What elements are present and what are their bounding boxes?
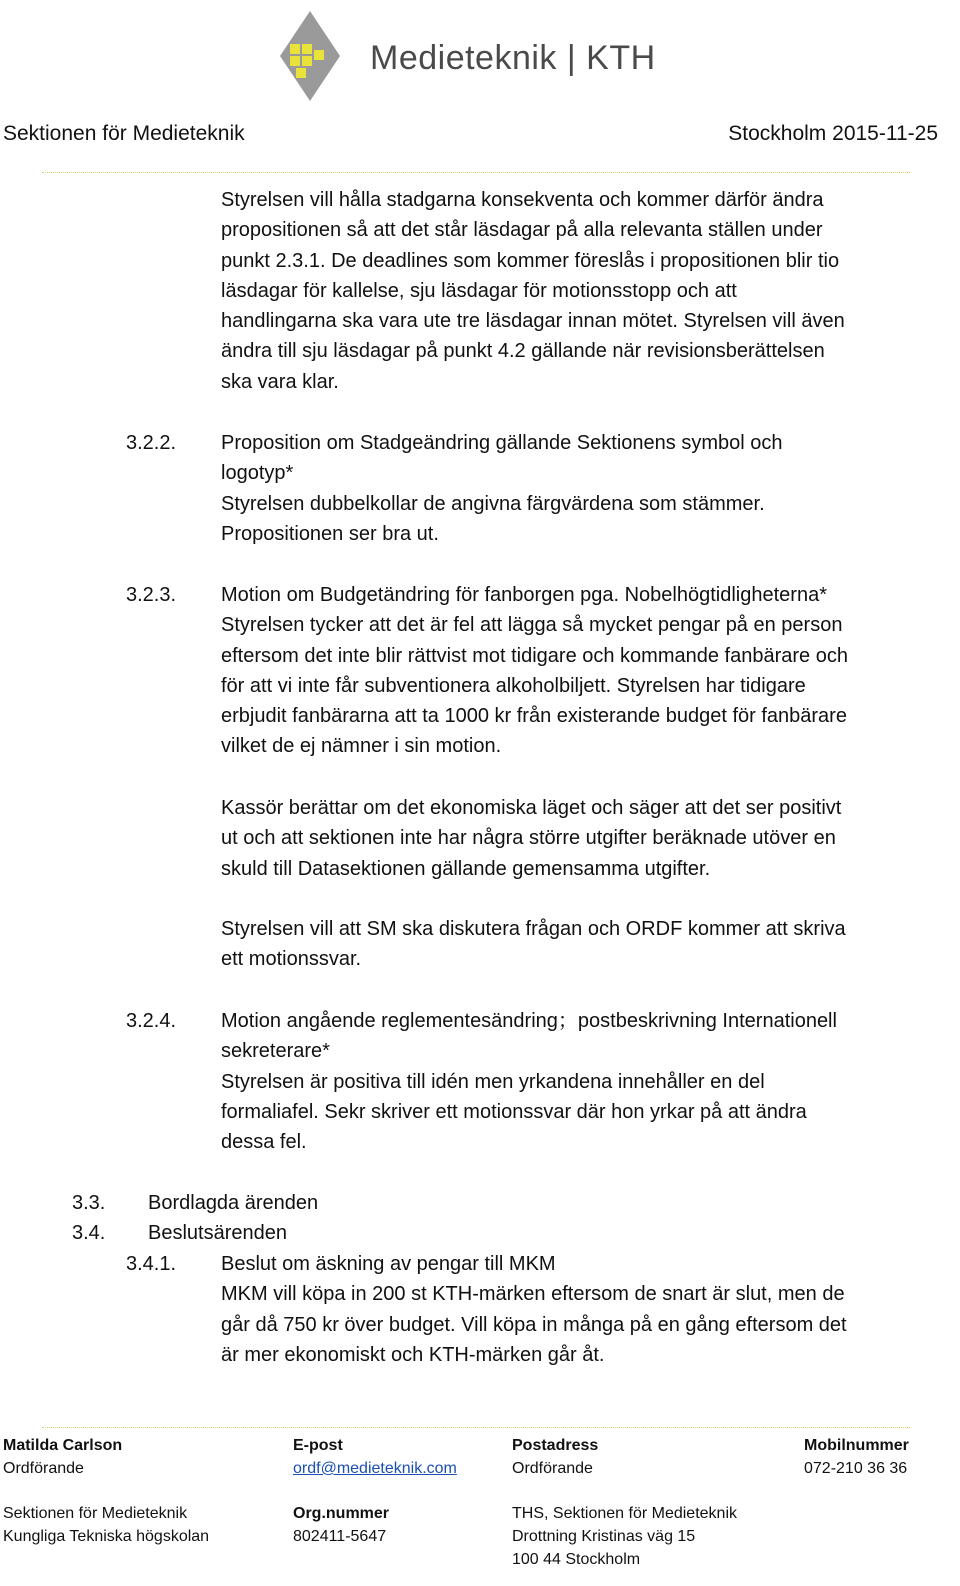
footer-name: Matilda Carlson: [3, 1437, 123, 1454]
item-3-2-4: [221, 1006, 837, 1157]
footer-divider: [42, 1427, 910, 1428]
intro-paragraph: [221, 185, 845, 397]
text-line: Styrelsen dubbelkollar de angivna färgvärdena som stämmer.: [221, 492, 765, 515]
section-title: Bordlagda ärenden: [148, 1192, 319, 1214]
footer-col-contact: [3, 1434, 209, 1548]
footer-col-phone: [804, 1434, 909, 1480]
item-title: sekreterare*: [221, 1040, 330, 1063]
logo-text: Medieteknik | KTH: [370, 39, 656, 77]
item-3-4-1: [221, 1249, 847, 1370]
text-line: eftersom det inte blir rättvist mot tidigare och kommande fanbärare och: [221, 644, 848, 667]
footer-col-address: [512, 1434, 737, 1571]
text-line: går då 750 kr över budget. Vill köpa in många på en gång eftersom det: [221, 1313, 847, 1336]
item-title: Motion om Budgetändring för fanborgen pga. Nobelhögtidligheterna*: [221, 584, 827, 606]
header-org: Sektionen för Medieteknik: [3, 122, 245, 145]
text-line: erbjudit fanbärarna att ta 1000 kr från existerande budget för fanbärare: [221, 705, 847, 728]
text-line: MKM vill köpa in 200 st KTH-märken eftersom de snart är slut, men de: [221, 1283, 845, 1306]
item-number: 3.4.1.: [126, 1253, 177, 1275]
text-line: för att vi inte får subventionera alkoholbiljett. Styrelsen har tidigare: [221, 674, 806, 697]
footer-email-label: E-post: [293, 1437, 343, 1454]
text-line: formaliafel. Sekr skriver ett motionssvar där hon yrkar på att ändra: [221, 1100, 807, 1123]
footer-orgnr: 802411-5647: [293, 1528, 387, 1545]
item-title: Beslut om äskning av pengar till MKM: [221, 1253, 556, 1275]
item-3-2-3-para3: [221, 914, 846, 975]
item-3-2-3: [221, 580, 848, 762]
item-number: 3.2.3.: [126, 584, 177, 606]
footer-address-line: 100 44 Stockholm: [512, 1551, 641, 1568]
footer-address-role: Ordförande: [512, 1460, 593, 1477]
item-number: 3.2.2.: [126, 432, 177, 454]
text-line: Propositionen ser bra ut.: [221, 522, 439, 545]
text-line: Styrelsen vill hålla stadgarna konsekventa och kommer därför ändra: [221, 189, 824, 211]
footer-col-email: [293, 1434, 457, 1548]
text-line: läsdagar för kallelse, sju läsdagar för motionsstopp och att: [221, 279, 737, 302]
footer-school: Kungliga Tekniska högskolan: [3, 1528, 210, 1545]
footer-orgnr-label: Org.nummer: [293, 1505, 390, 1522]
text-line: propositionen så att det står läsdagar på alla relevanta ställen under: [221, 219, 823, 242]
footer-address-line: Drottning Kristinas väg 15: [512, 1528, 696, 1545]
item-title: Motion angående reglementesändring；postbeskrivning Internationell: [221, 1010, 837, 1032]
section-title: Beslutsärenden: [148, 1222, 287, 1244]
text-line: punkt 2.3.1. De deadlines som kommer föreslås i propositionen blir tio: [221, 249, 840, 272]
text-line: Styrelsen tycker att det är fel att lägga så mycket pengar på en person: [221, 614, 843, 637]
text-line: skuld till Datasektionen gällande gemensamma utgifter.: [221, 857, 711, 880]
text-line: ett motionssvar.: [221, 948, 362, 971]
item-title: Proposition om Stadgeändring gällande Sektionens symbol och: [221, 432, 783, 454]
text-line: Kassör berättar om det ekonomiska läget och säger att det ser positivt: [221, 797, 842, 819]
text-line: är mer ekonomiskt och KTH-märken går åt.: [221, 1343, 605, 1366]
text-line: ska vara klar.: [221, 370, 339, 393]
text-line: handlingarna ska vara ute tre läsdagar innan mötet. Styrelsen vill även: [221, 310, 845, 333]
text-line: ändra till sju läsdagar på punkt 4.2 gällande när revisionsberättelsen: [221, 340, 825, 363]
text-line: vilket de ej nämner i sin motion.: [221, 735, 502, 758]
item-3-2-3-para2: [221, 793, 841, 884]
item-title: logotyp*: [221, 462, 294, 485]
section-number: 3.4.: [72, 1222, 106, 1244]
item-3-2-2: [221, 428, 782, 549]
logo-mark-icon: [270, 6, 370, 106]
text-line: dessa fel.: [221, 1131, 307, 1154]
footer-address-line: THS, Sektionen för Medieteknik: [512, 1505, 737, 1522]
footer-address-label: Postadress: [512, 1437, 599, 1454]
text-line: Styrelsen vill att SM ska diskutera frågan och ORDF kommer att skriva: [221, 918, 846, 940]
item-number: 3.2.4.: [126, 1010, 177, 1032]
footer-org: Sektionen för Medieteknik: [3, 1505, 188, 1522]
text-line: Styrelsen är positiva till idén men yrkandena innehåller en del: [221, 1070, 765, 1093]
section-number: 3.3.: [72, 1192, 106, 1214]
footer-phone: 072-210 36 36: [804, 1460, 908, 1477]
text-line: ut och att sektionen inte har några större utgifter beräknade utöver en: [221, 827, 836, 850]
footer-phone-label: Mobilnummer: [804, 1437, 909, 1454]
header-divider: [42, 172, 910, 173]
header-city-date: Stockholm 2015-11-25: [728, 122, 938, 145]
logo: [270, 6, 690, 106]
footer-role: Ordförande: [3, 1460, 84, 1477]
footer-email-link[interactable]: ordf@medieteknik.com: [293, 1460, 457, 1477]
